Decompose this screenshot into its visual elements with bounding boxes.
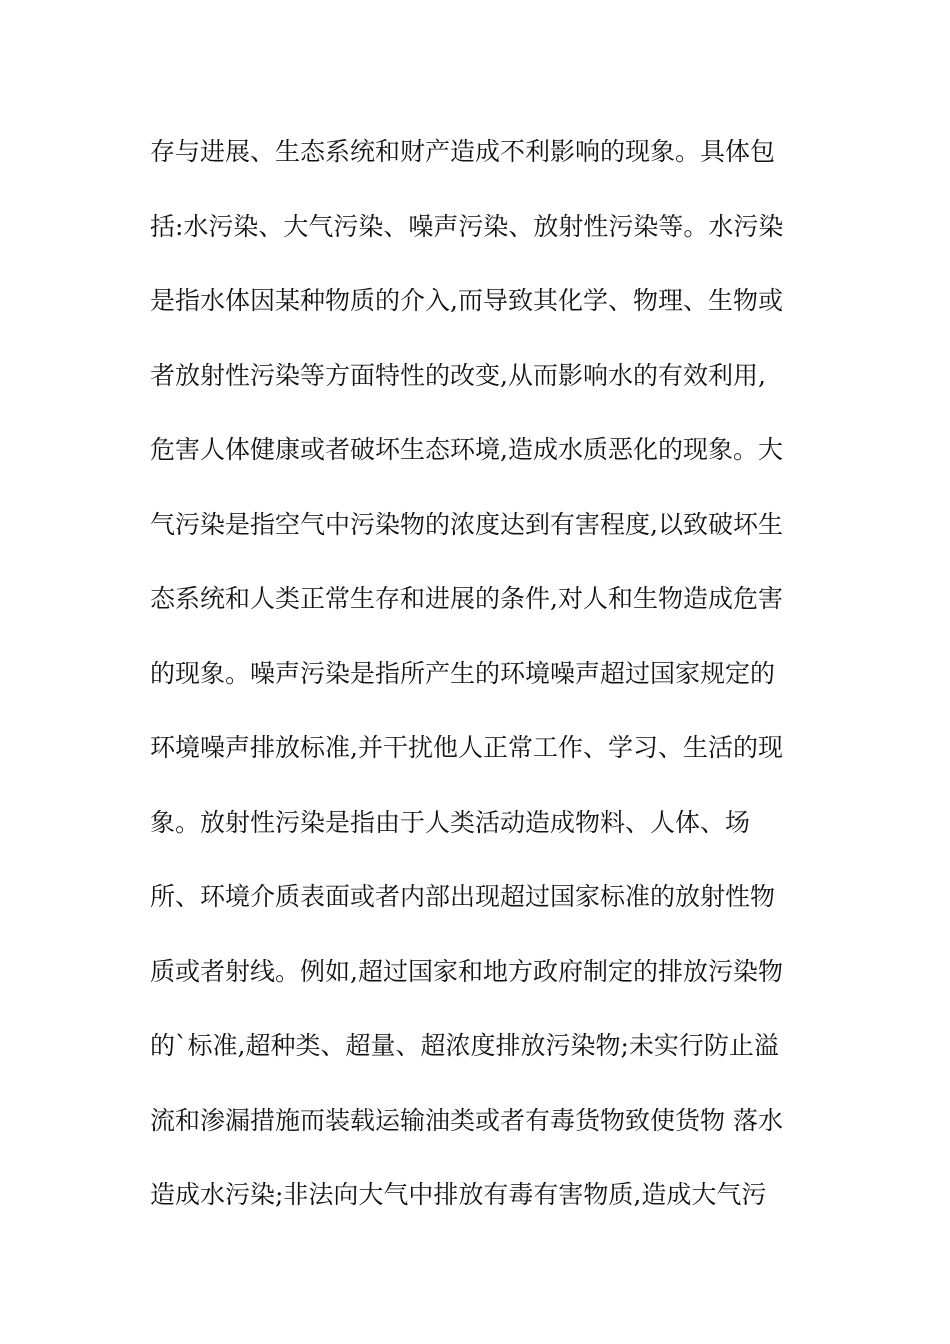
text-line: 的现象。噪声污染是指所产生的环境噪声超过国家规定的: [150, 658, 776, 688]
text-line: 的`标准,超种类、超量、超浓度排放污染物;未实行防止溢: [150, 1031, 779, 1060]
text-line: 所、环境介质表面或者内部出现超过国家标准的放射性物: [150, 882, 776, 911]
text-line: 是指水体因某种物质的介入,而导致其化学、物理、生物或: [150, 286, 783, 315]
text-line: 危害人体健康或者破坏生态环境,造成水质恶化的现象。大: [150, 435, 783, 464]
text-line: 造成水污染;非法向大气中排放有毒有害物质,造成大气污: [150, 1180, 767, 1209]
text-line: 括:水污染、大气污染、噪声污染、放射性污染等。水污染: [150, 211, 784, 241]
text-line: 存与进展、生态系统和财产造成不利影响的现象。具体包: [150, 137, 776, 166]
text-line: 环境噪声排放标准,并干扰他人正常工作、学习、生活的现: [150, 733, 783, 762]
text-line: 流和渗漏措施而装载运输油类或者有毒货物致使货物 落水: [150, 1105, 783, 1135]
text-line: 者放射性污染等方面特性的改变,从而影响水的有效利用,: [150, 360, 766, 390]
text-line: 气污染是指空气中污染物的浓度达到有害程度,以致破坏生: [150, 509, 783, 539]
text-line: 态系统和人类正常生存和进展的条件,对人和生物造成危害: [150, 584, 783, 613]
body-text: [150, 128, 810, 1246]
text-line: 质或者射线。例如,超过国家和地方政府制定的排放污染物: [150, 956, 783, 986]
text-line: 象。放射性污染是指由于人类活动造成物料、人体、场: [150, 807, 751, 837]
